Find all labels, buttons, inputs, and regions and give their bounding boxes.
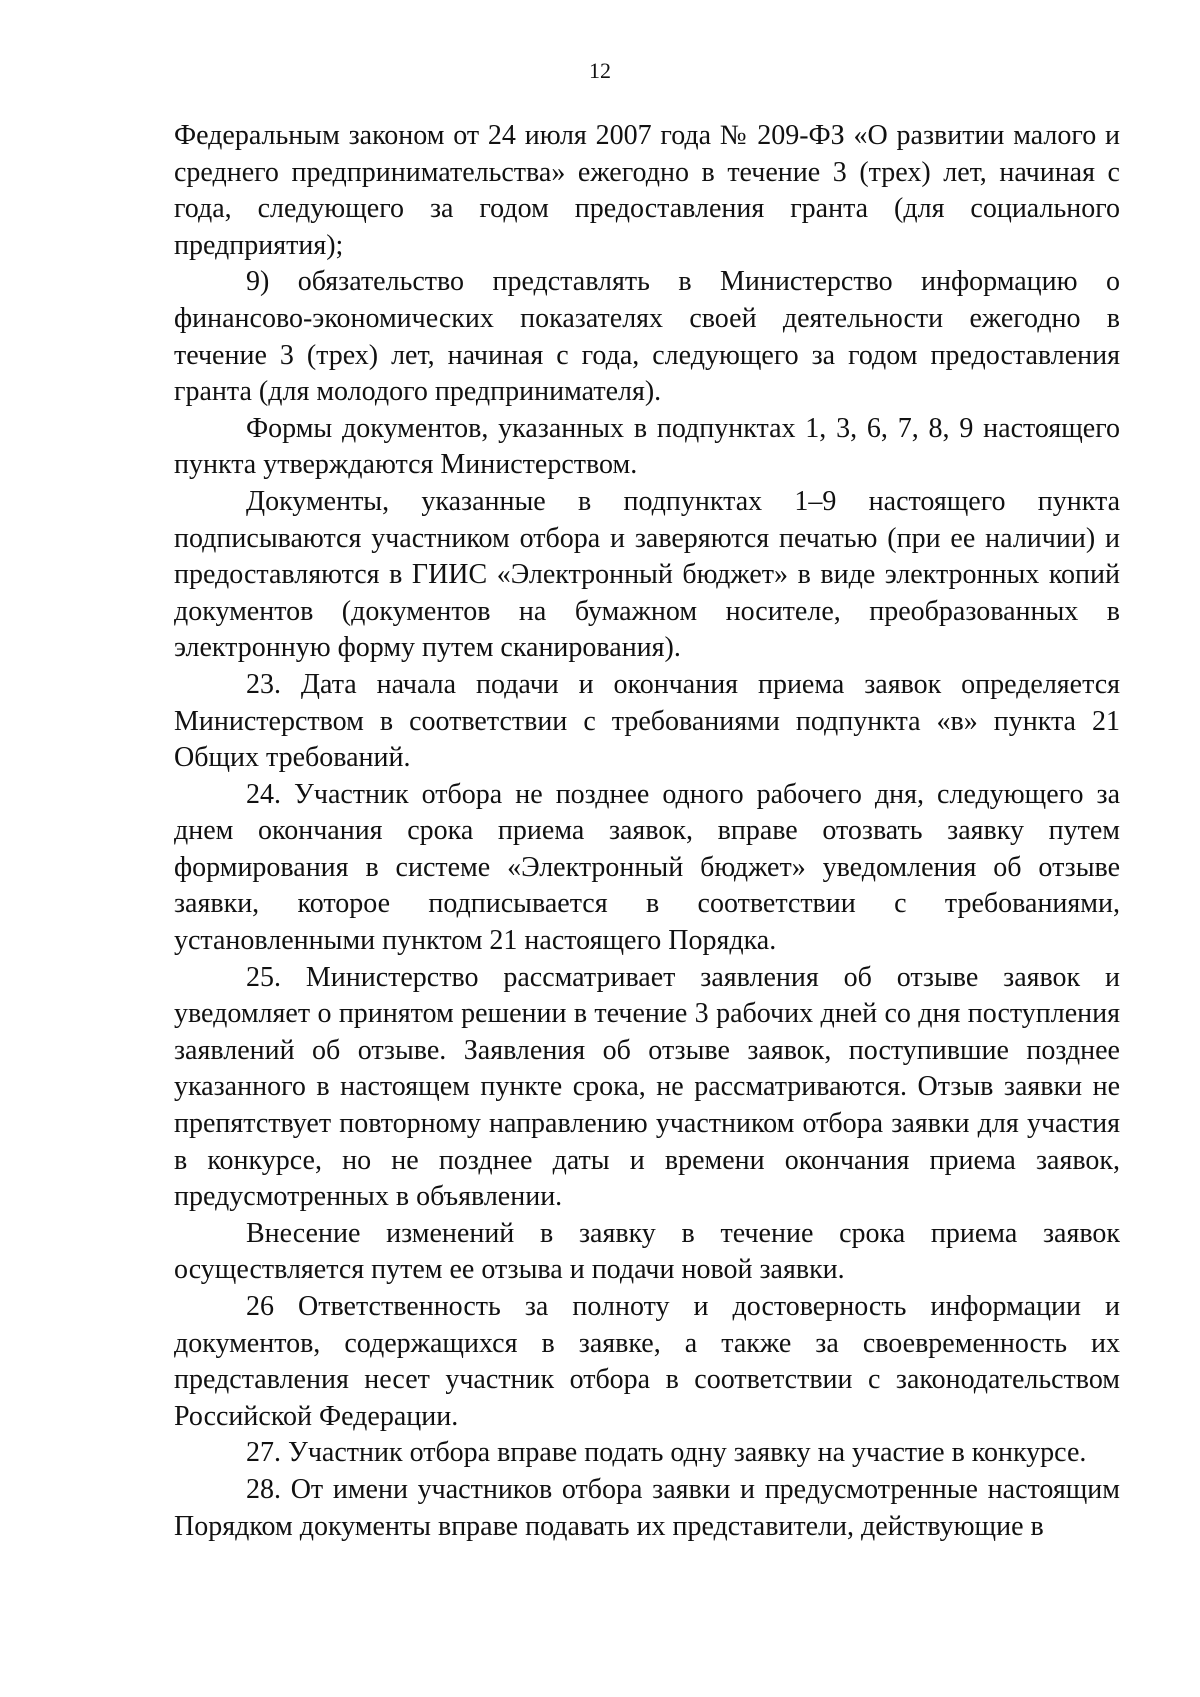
paragraph-forms-approval: Формы документов, указанных в подпунктах 1, 3, 6, 7, 8, 9 настоящего пункта утверждаются Министерством.: [174, 412, 1120, 481]
document-body: [174, 118, 1120, 1545]
paragraph-item-9: 9) обязательство представлять в Министерство информацию о финансово-экономических показателях своей деятельности ежегодно в течение 3 (трех) лет, начиная с года, следующего за годом предоставления гранта (для молодого предпринимателя).: [174, 266, 1120, 408]
paragraph-clause-23: 23. Дата начала подачи и окончания приема заявок определяется Министерством в соответствии с требованиями подпункта «в» пункта 21 Общих требований.: [174, 668, 1120, 774]
paragraph-documents-signing: Документы, указанные в подпунктах 1–9 настоящего пункта подписываются участником отбора и заверяются печатью (при ее наличии) и предоставляются в ГИИС «Электронный бюджет» в виде электронных копий документов (документов на бумажном носителе, преобразованных в электронную форму путем сканирования).: [174, 485, 1120, 664]
paragraph-changes: Внесение изменений в заявку в течение срока приема заявок осуществляется путем ее отзыва и подачи новой заявки.: [174, 1217, 1120, 1286]
paragraph-clause-28: 28. От имени участников отбора заявки и предусмотренные настоящим Порядком документы вправе подавать их представители, действующие в: [174, 1473, 1120, 1542]
paragraph-continuation: Федеральным законом от 24 июля 2007 года № 209-ФЗ «О развитии малого и среднего предпринимательства» ежегодно в течение 3 (трех) лет, начиная с года, следующего за годом предоставления гранта (для социального предприятия);: [174, 120, 1120, 261]
paragraph-clause-24: 24. Участник отбора не позднее одного рабочего дня, следующего за днем окончания срока приема заявок, вправе отозвать заявку путем формирования в системе «Электронный бюджет» уведомления об отзыве заявки, которое подписывается в соответствии с требованиями, установленными пунктом 21 настоящего Порядка.: [174, 778, 1120, 957]
page-number: 12: [589, 58, 611, 83]
paragraph-clause-26: 26 Ответственность за полноту и достоверность информации и документов, содержащихся в заявке, а также за своевременность их представления несет участник отбора в соответствии с законодательством Российской Федерации.: [174, 1291, 1120, 1432]
paragraph-clause-25: 25. Министерство рассматривает заявления об отзыве заявок и уведомляет о принятом решении в течение 3 рабочих дней со дня поступления заявлений об отзыве. Заявления об отзыве заявок, поступившие позднее указанного в настоящем пункте срока, не рассматриваются. Отзыв заявки не препятствует повторному направлению участником отбора заявки для участия в конкурсе, но не позднее даты и времени окончания приема заявок, предусмотренных в объявлении.: [174, 961, 1120, 1213]
paragraph-clause-27: 27. Участник отбора вправе подать одну заявку на участие в конкурсе.: [246, 1437, 1087, 1469]
